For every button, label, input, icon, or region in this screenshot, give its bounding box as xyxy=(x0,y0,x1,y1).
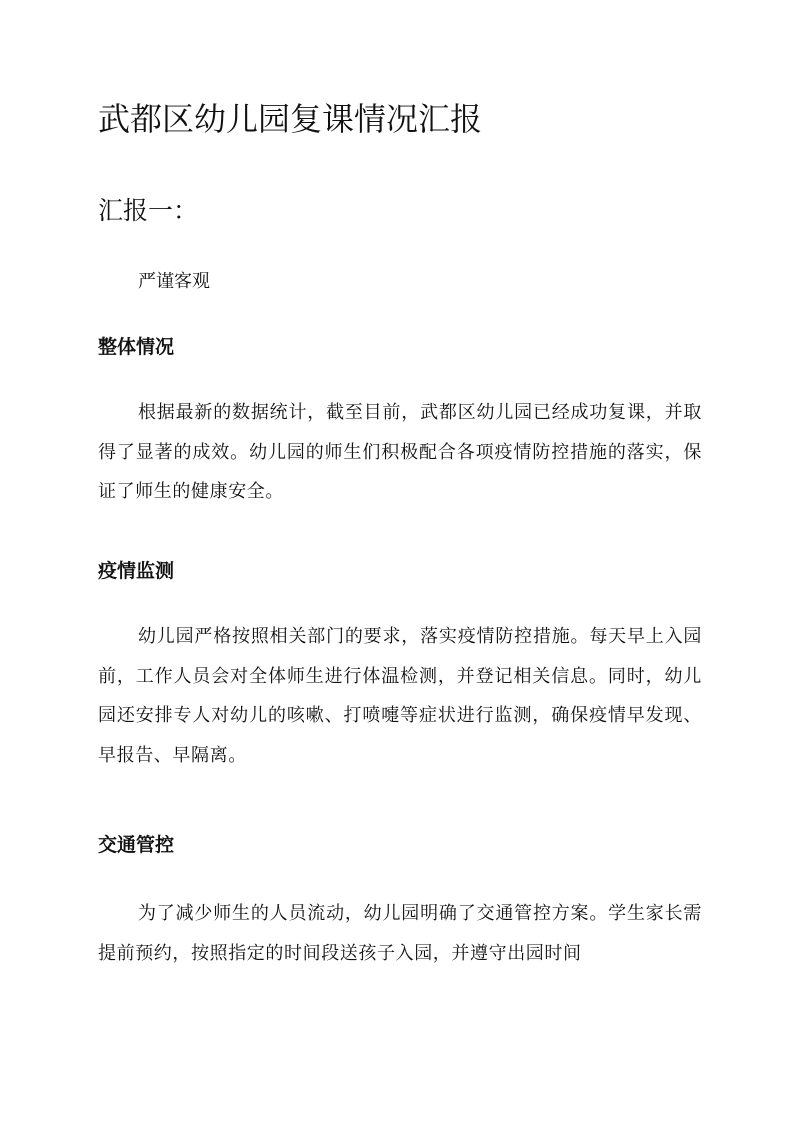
section-body-overall: 根据最新的数据统计，截至目前，武都区幼儿园已经成功复课，并取得了显著的成效。幼儿园的师生们积极配合各项疫情防控措施的落实，保证了师生的健康安全。 xyxy=(98,402,702,502)
section-body-monitoring: 幼儿园严格按照相关部门的要求，落实疫情防控措施。每天早上入园前，工作人员会对全体师生进行体温检测，并登记相关信息。同时，幼儿园还安排专人对幼儿的咳嗽、打喷嚏等症状进行监测，确保疫情早发现、早报告、早隔离。 xyxy=(98,626,702,766)
document-title: 武都区幼儿园复课情况汇报 xyxy=(98,100,483,138)
section-heading-traffic: 交通管控 xyxy=(98,834,175,856)
section-body-traffic: 为了减少师生的人员流动，幼儿园明确了交通管控方案。学生家长需提前预约，按照指定的时间段送孩子入园，并遵守出园时间 xyxy=(98,903,702,964)
section-heading-overall: 整体情况 xyxy=(98,336,175,358)
report-tagline: 严谨客观 xyxy=(138,271,210,292)
report-subtitle: 汇报一： xyxy=(98,196,199,225)
section-heading-monitoring: 疫情监测 xyxy=(98,560,175,582)
